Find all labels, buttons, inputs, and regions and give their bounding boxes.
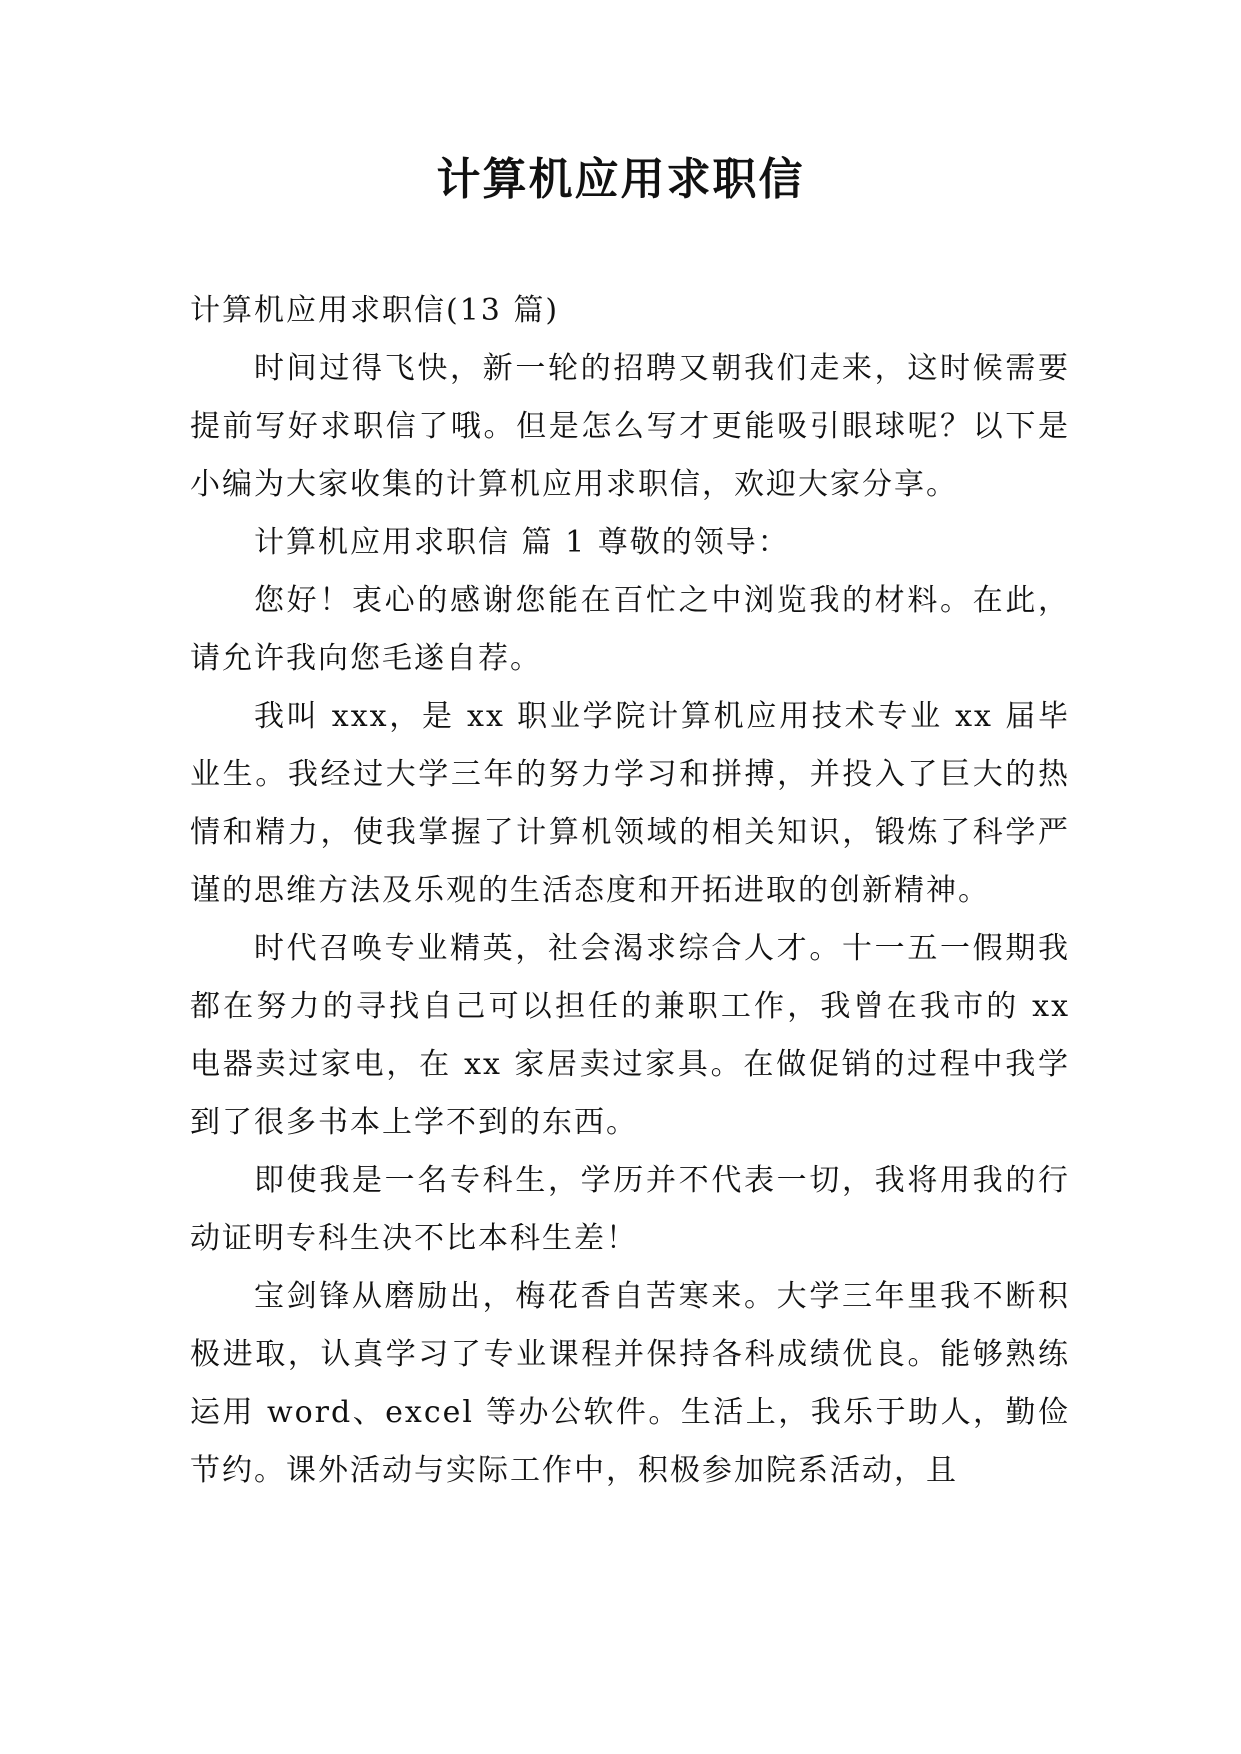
document-title: 计算机应用求职信 (436, 154, 805, 205)
paragraph-greeting: 您好！衷心的感谢您能在百忙之中浏览我的材料。在此，请允许我向您毛遂自荐。 (190, 583, 1070, 676)
paragraph-salutation: 计算机应用求职信 篇 1 尊敬的领导： (254, 525, 790, 560)
paragraph-intro: 时间过得飞快，新一轮的招聘又朝我们走来，这时候需要提前写好求职信了哦。但是怎么写才更能吸引眼球呢？以下是小编为大家收集的计算机应用求职信，欢迎大家分享。 (190, 351, 1070, 502)
document-body (190, 282, 1070, 1500)
paragraph-statement: 即使我是一名专科生，学历并不代表一切，我将用我的行动证明专科生决不比本科生差！ (190, 1163, 1070, 1256)
paragraph-heading: 计算机应用求职信(13 篇) (190, 293, 560, 328)
paragraph-work-experience: 时代召唤专业精英，社会渴求综合人才。十一五一假期我都在努力的寻找自己可以担任的兼职工作，我曾在我市的 xx 电器卖过家电，在 xx 家居卖过家具。在做促销的过程中我学到了很多书本上学不到的东西。 (190, 931, 1070, 1140)
paragraph-skills: 宝剑锋从磨励出，梅花香自苦寒来。大学三年里我不断积极进取，认真学习了专业课程并保持各科成绩优良。能够熟练运用 word、excel 等办公软件。生活上，我乐于助人，勤俭节约。课外活动与实际工作中，积极参加院系活动，且 (190, 1279, 1070, 1488)
paragraph-self-introduction: 我叫 xxx，是 xx 职业学院计算机应用技术专业 xx 届毕业生。我经过大学三年的努力学习和拼搏，并投入了巨大的热情和精力，使我掌握了计算机领域的相关知识，锻炼了科学严谨的思维方法及乐观的生活态度和开拓进取的创新精神。 (190, 699, 1070, 908)
